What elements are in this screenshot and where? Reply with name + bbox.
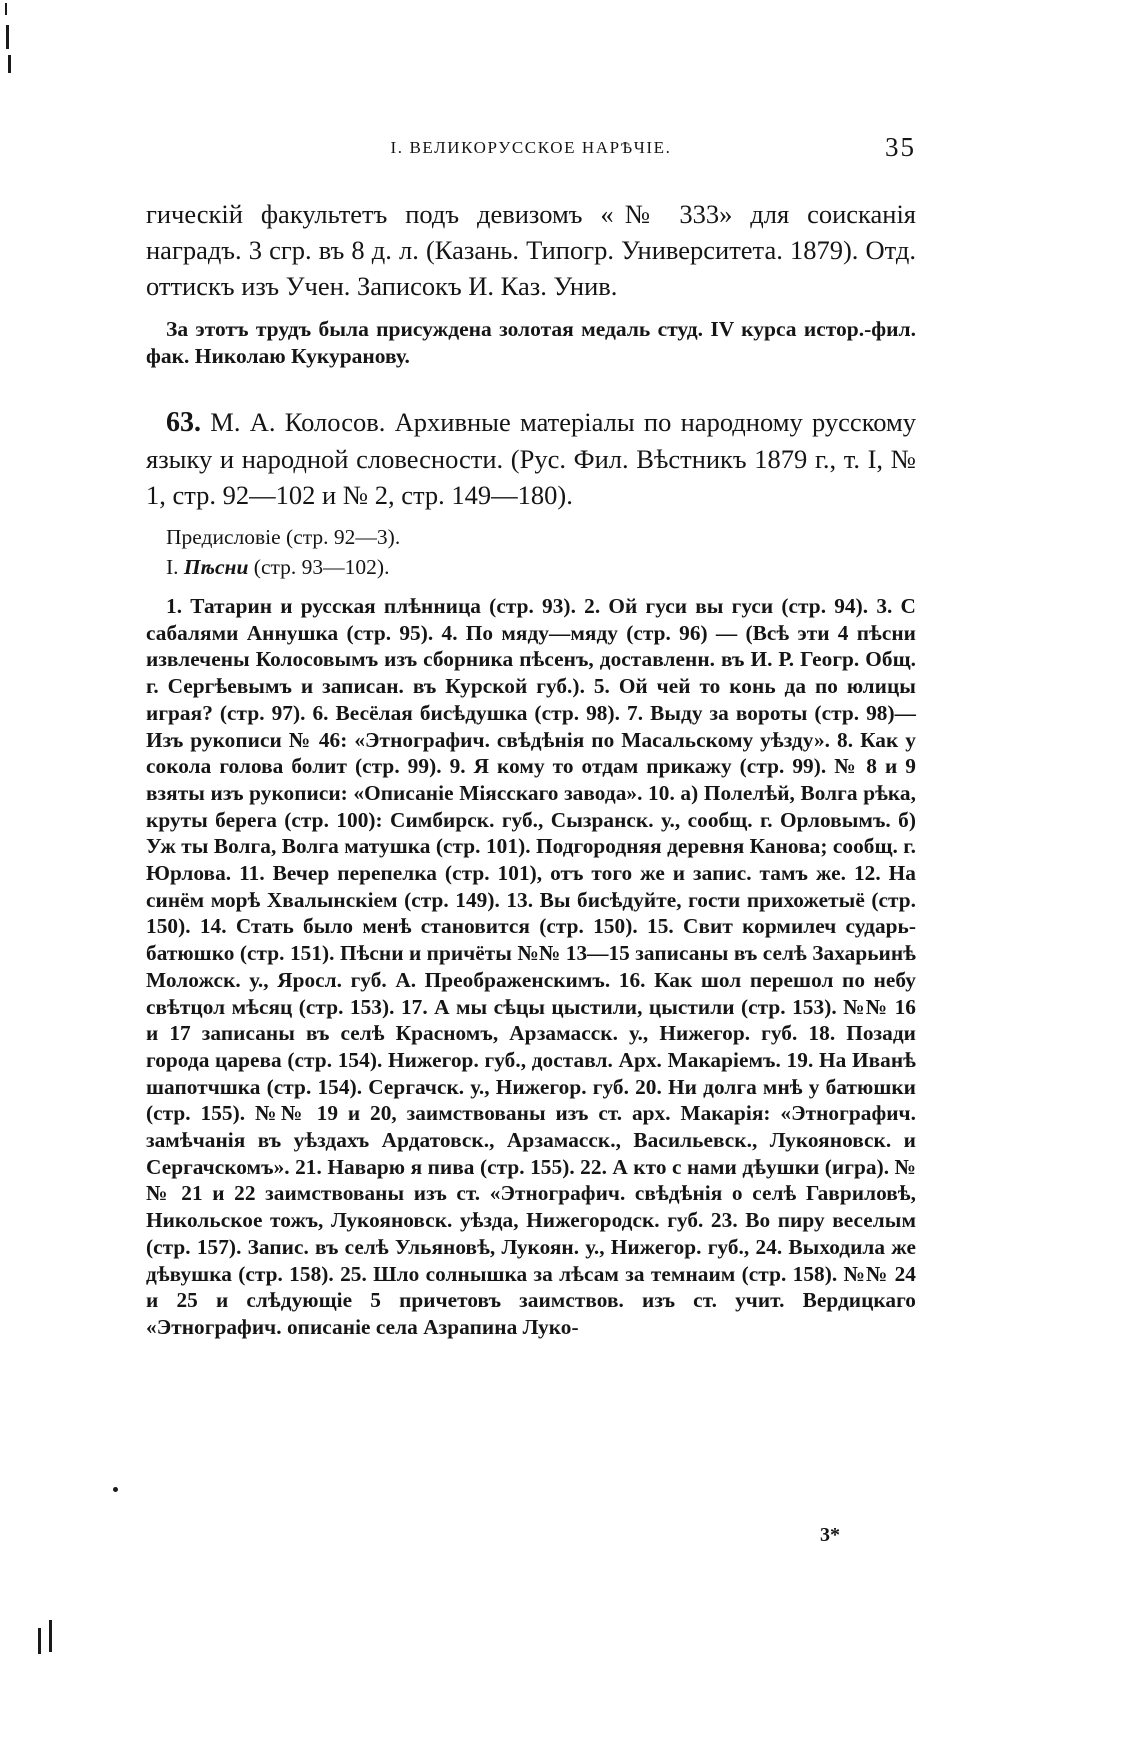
left-margin-mark-bottom — [8, 55, 11, 73]
award-note: За этотъ трудъ была присуждена золотая медаль студ. IV курса истор.-фил. фак. Николаю Кукуранову. — [146, 317, 916, 368]
entry-text: М. А. Колосов. Архивные матеріалы по народному русскому языку и народной словесности. (Рус. Фил. Вѣстникъ 1879 г., т. I, № 1, стр. 92—102 и № 2, стр. 149—180). — [146, 407, 916, 510]
section-roman-number: I. — [166, 555, 179, 579]
scan-dot — [113, 1487, 118, 1492]
page-number: 35 — [885, 132, 916, 162]
lower-left-binding-mark-2 — [49, 1620, 52, 1652]
preface-line: Предисловіе (стр. 92—3). — [166, 525, 401, 549]
opening-paragraph: гическій факультетъ подъ девизомъ «№ 333» для соисканія наградъ. 3 сгр. въ 8 д. л. (Казань. Типогр. Университета. 1879). Отд. оттискъ изъ Учен. Записокъ И. Каз. Унив. — [146, 199, 916, 301]
section-title: Пѣсни — [183, 555, 249, 579]
bibliography-entry — [146, 404, 916, 513]
left-margin-mark-middle — [6, 25, 9, 49]
section-pages: (стр. 93—102). — [248, 555, 390, 579]
left-margin-mark-top — [5, 3, 7, 15]
song-list-paragraph: 1. Татарин и русская плѣнница (стр. 93). 2. Ой гуси вы гуси (стр. 94). 3. С сабалями Аннушка (стр. 95). 4. По мяду—мяду (стр. 96) — (Всѣ эти 4 пѣсни извлечены Колосовымъ изъ сборника пѣсенъ, доставленн. въ И. Р. Геогр. Общ. г. Сергѣевымъ и записан. въ Курской губ.). 5. Ой чей то конь да по юлицы играя? (стр. 97). 6. Весёлая бисѣдушка (стр. 98). 7. Выду за вороты (стр. 98)—Изъ рукописи № 46: «Этнографич. свѣдѣнія по Масальскому уѣзду». 8. Как у сокола голова болит (стр. 99). 9. Я кому то отдам прикажу (стр. 99). № 8 и 9 взяты изъ рукописи: «Описаніе Міясскаго завода». 10. а) Полелѣй, Волга рѣка, круты берега (стр. 100): Симбирск. губ., Сызранск. у., сообщ. г. Орловымъ. б) Уж ты Волга, Волга матушка (стр. 101). Подгородняя деревня Канова; сообщ. г. Юрлова. 11. Вечер перепелка (стр. 101), отъ того же и запис. тамъ же. 12. На синём морѣ Хвалынскіем (стр. 149). 13. Вы бисѣдуйте, гости прихожетыё (стр. 150). 14. Стать было менѣ становится (стр. 150). 15. Свит кормилеч сударь-батюшко (стр. 151). Пѣсни и причёты №№ 13—15 записаны въ селѣ Захарьинѣ Моложск. у., Яросл. губ. А. Преображенскимъ. 16. Как шол перешол по небу свѣтцол мѣсяц (стр. 153). 17. А мы сѣцы цыстили, цыстили (стр. 153). №№ 16 и 17 записаны въ селѣ Красномъ, Арзамасск. у., Нижегор. губ. 18. Позади города царева (стр. 154). Нижегор. губ., доставл. Арх. Макаріемъ. 19. На Иванѣ шапотчшка (стр. 154). Сергачск. у., Нижегор. губ. 20. Ни долга мнѣ у батюшки (стр. 155). №№ 19 и 20, заимствованы изъ ст. арх. Макарія: «Этнографич. замѣчанія въ уѣздахъ Ардатовск., Арзамасск., Васильевск., Лукояновск. и Сергачскомъ». 21. Наварю я пива (стр. 155). 22. А кто с нами дѣушки (игра). №№ 21 и 22 заимствованы изъ ст. «Этнографич. свѣдѣнія о селѣ Гавриловѣ, Никольское тожъ, Лукояновск. уѣзда, Нижегородск. губ. 23. Во пиру веселым (стр. 157). Запис. въ селѣ Ульяновѣ, Лукоян. у., Нижегор. губ., 24. Выходила же дѣвушка (стр. 158). 25. Шло солнышка за лѣсам за темнаим (стр. 158). №№ 24 и 25 и слѣдующіе 5 причетовъ заимствов. изъ ст. учит. Вердицкаго «Этнографич. описаніе села Азрапина Луко- — [146, 594, 916, 1339]
page-text-block — [146, 196, 916, 1341]
running-head: I. ВЕЛИКОРУССКОЕ НАРѢЧІЕ. — [390, 138, 672, 157]
page-header — [146, 132, 916, 168]
signature-mark: 3* — [820, 1524, 840, 1546]
section-heading — [146, 553, 916, 581]
entry-number: 63. — [166, 407, 201, 438]
lower-left-binding-mark — [38, 1628, 41, 1654]
